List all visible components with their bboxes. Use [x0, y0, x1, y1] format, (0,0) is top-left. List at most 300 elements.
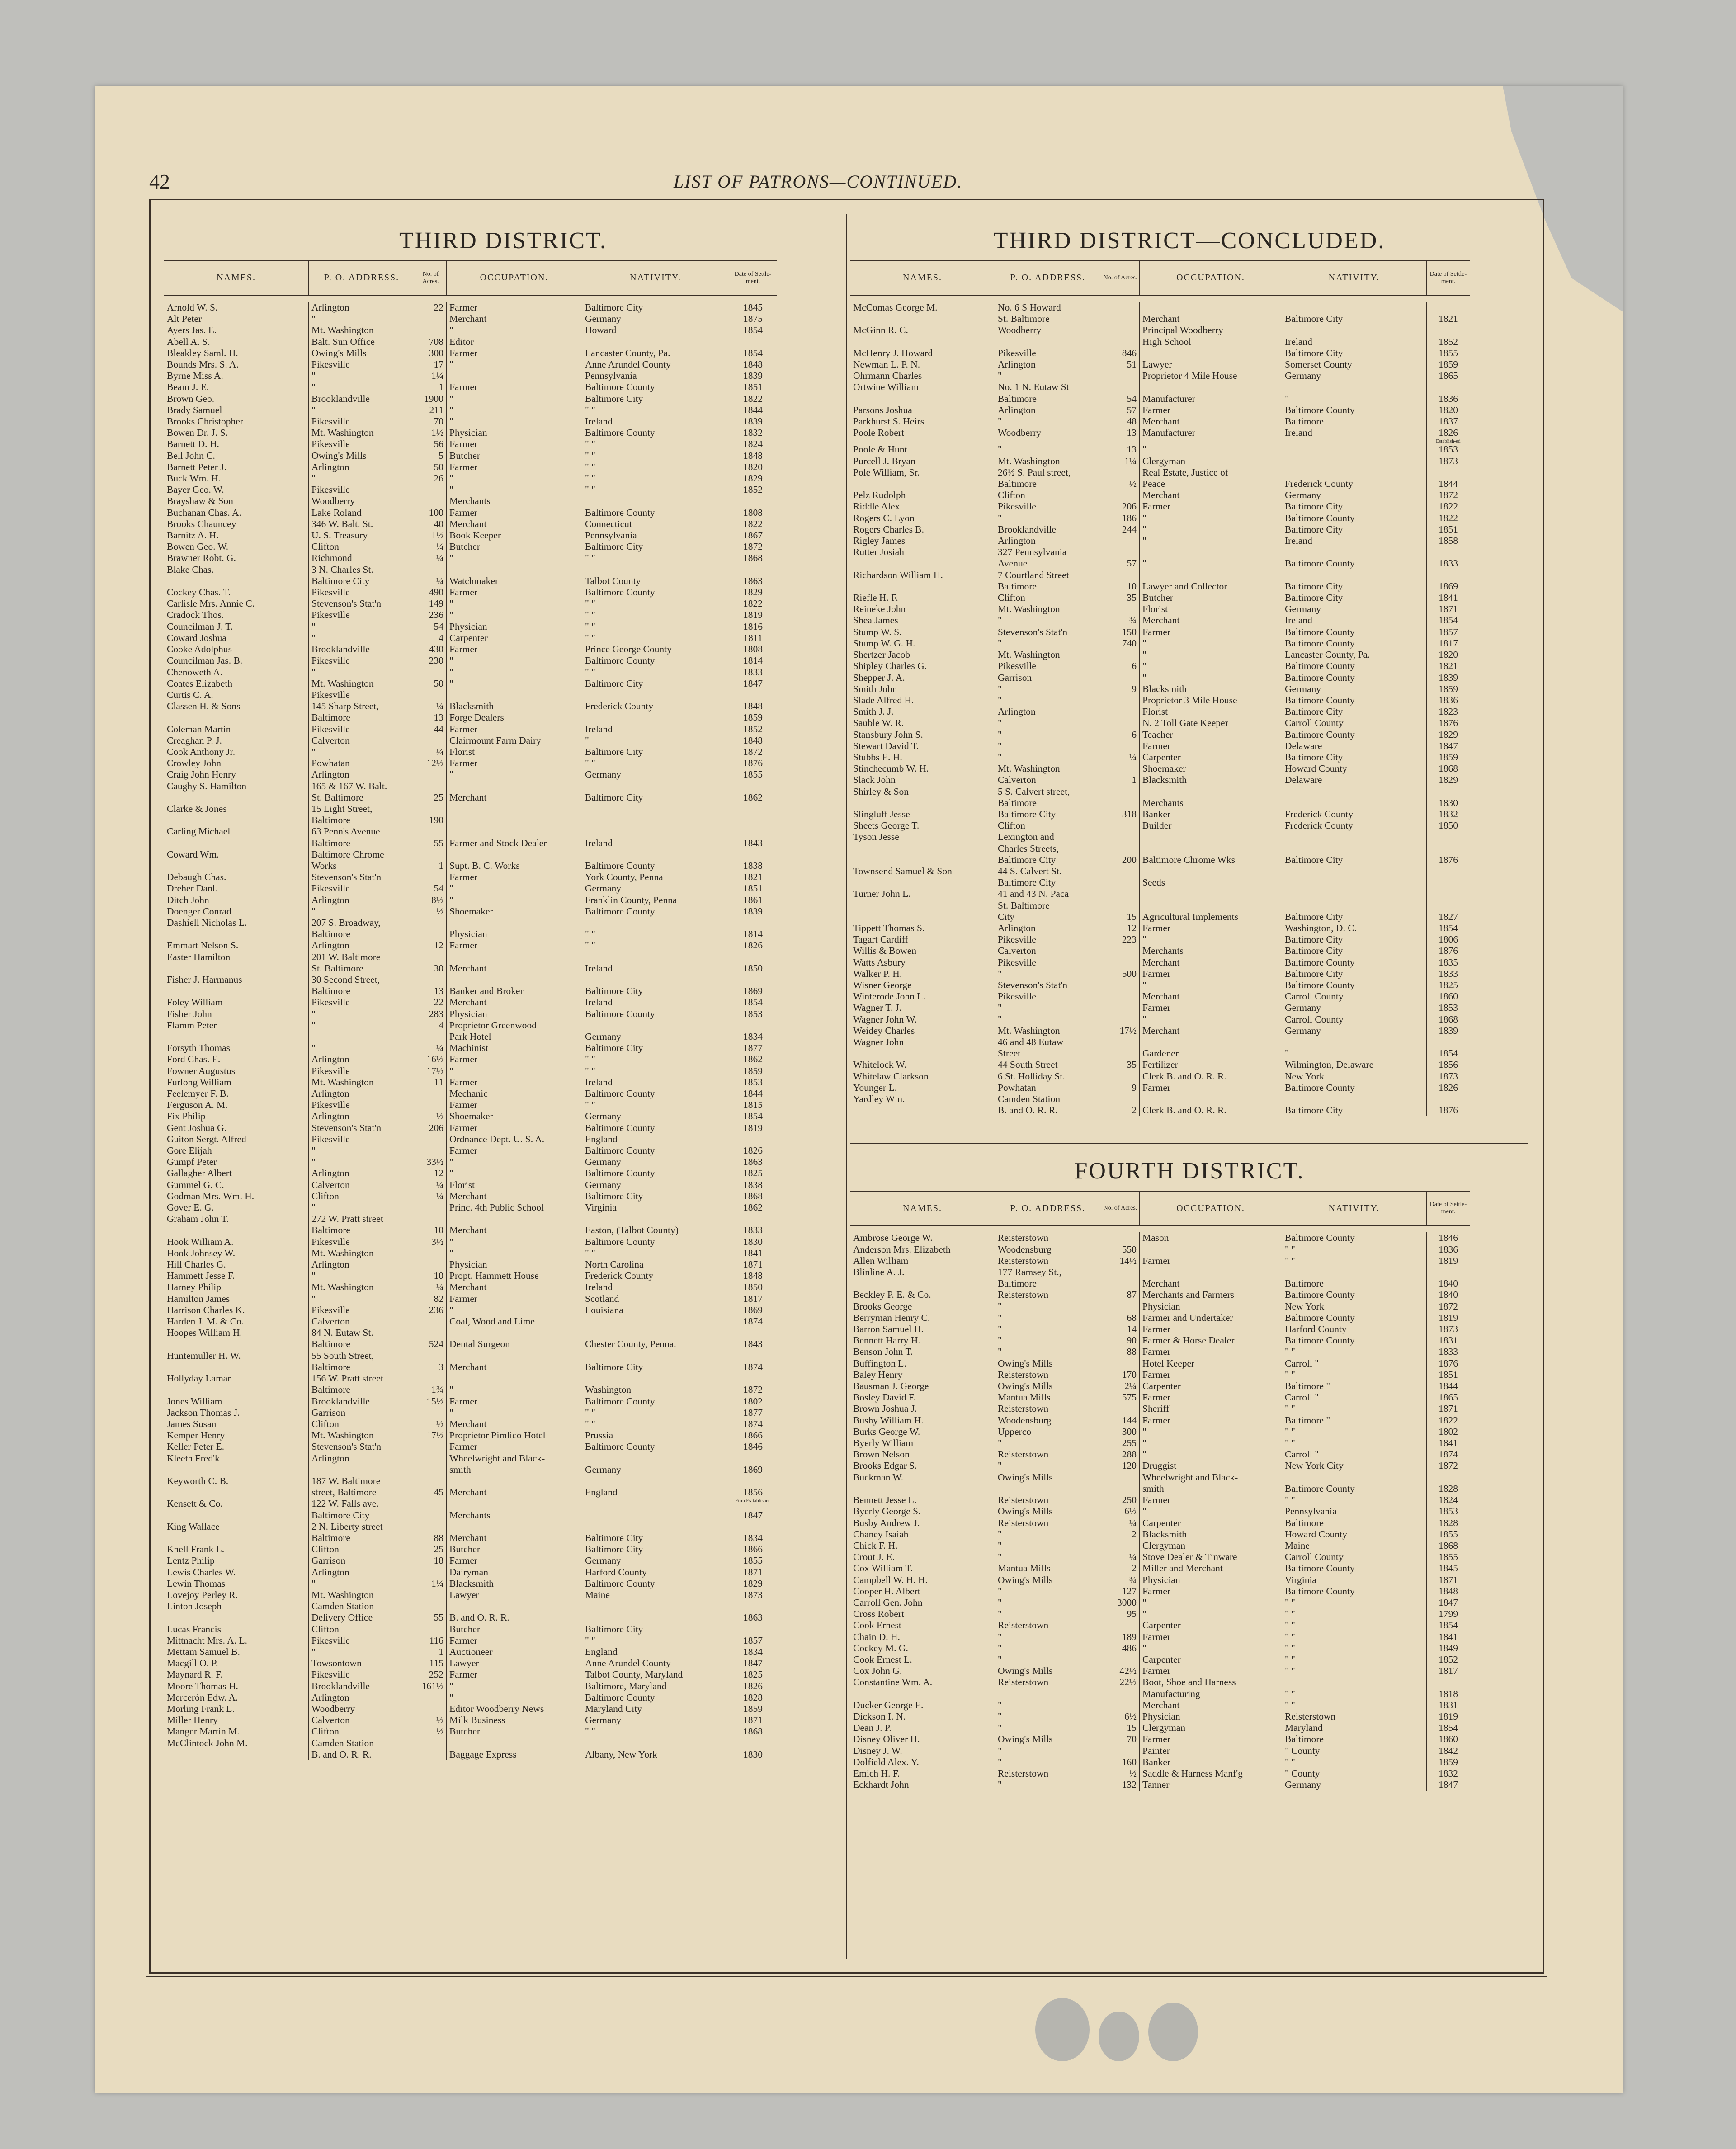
nativity-cell: " ": [582, 632, 729, 644]
name-cell: [850, 438, 995, 444]
address-cell: Arlington: [309, 1054, 415, 1065]
acres-cell: 144: [1101, 1415, 1140, 1426]
name-cell: Gallagher Albert: [164, 1168, 309, 1179]
name-cell: Cradock Thos.: [164, 609, 309, 621]
address-cell: 63 Penn's Avenue: [309, 826, 415, 837]
acres-cell: [415, 1567, 447, 1578]
address-cell: Pikesville: [309, 1099, 415, 1111]
address-cell: ": [995, 1346, 1101, 1357]
name-cell: Dashiell Nicholas L.: [164, 917, 309, 928]
address-cell: Clifton: [995, 820, 1101, 831]
settlement-date-cell: 1816: [743, 621, 763, 632]
address-cell: Brooklandville: [309, 393, 415, 405]
occupation-cell: ": [447, 667, 582, 678]
nativity-cell: Anne Arundel County: [582, 1658, 729, 1669]
column-header: No. of Acres.: [1101, 1191, 1140, 1226]
occupation-cell: ": [1140, 934, 1282, 945]
acres-cell: 11: [415, 1077, 447, 1088]
settlement-date-cell: 1869: [743, 985, 763, 997]
address-cell: Stevenson's Stat'n: [309, 598, 415, 609]
acres-cell: [415, 689, 447, 701]
acres-cell: [1101, 843, 1140, 854]
settlement-date-cell: [729, 1601, 777, 1612]
acres-cell: 6½: [1101, 1506, 1140, 1517]
name-cell: Brawner Robt. G.: [164, 552, 309, 564]
occupation-cell: Farmer: [1140, 405, 1282, 416]
acres-cell: ½: [1101, 478, 1140, 490]
nativity-cell: Baltimore City: [1282, 854, 1427, 866]
acres-cell: 100: [415, 507, 447, 518]
address-cell: Baltimore: [309, 1338, 415, 1350]
name-cell: Cooper H. Albert: [850, 1586, 995, 1597]
settlement-date-cell: 1841: [743, 1247, 763, 1258]
settlement-date-cell: 1854: [743, 347, 763, 358]
acres-cell: 17½: [1101, 1025, 1140, 1037]
settlement-date-cell: 1833: [743, 666, 763, 678]
acres-cell: 12: [415, 1168, 447, 1179]
address-cell: 327 Pennsylvania: [995, 547, 1101, 558]
nativity-cell: [582, 336, 729, 348]
settlement-date-cell: 1814: [743, 655, 763, 666]
acres-cell: [1101, 382, 1140, 393]
address-cell: ": [995, 740, 1101, 752]
occupation-cell: Lawyer: [447, 1589, 582, 1601]
occupation-cell: Lawyer: [447, 1658, 582, 1669]
acres-cell: 10: [1101, 581, 1140, 592]
occupation-cell: ": [447, 405, 582, 416]
name-cell: Gummel G. C.: [164, 1179, 309, 1191]
acres-cell: [1101, 786, 1140, 797]
nativity-cell: Germany: [582, 1031, 729, 1042]
nativity-cell: Baltimore City: [1282, 501, 1427, 512]
address-cell: Mt. Washington: [309, 325, 415, 336]
settlement-date-cell: 1835: [1439, 957, 1458, 968]
occupation-cell: ": [447, 609, 582, 621]
address-cell: Baltimore: [995, 1278, 1101, 1289]
name-cell: Campbell W. H. H.: [850, 1574, 995, 1586]
acres-cell: 288: [1101, 1449, 1140, 1460]
acres-cell: 15: [1101, 1722, 1140, 1734]
occupation-cell: ": [1140, 1608, 1282, 1620]
name-cell: Bowen Dr. J. S.: [164, 427, 309, 438]
name-cell: Maynard R. F.: [164, 1669, 309, 1680]
nativity-cell: Baltimore County: [1282, 1082, 1427, 1093]
name-cell: Feelemyer F. B.: [164, 1088, 309, 1099]
address-cell: Reisterstown: [995, 1369, 1101, 1381]
address-cell: Pikesville: [309, 1134, 415, 1145]
name-cell: Mettam Samuel B.: [164, 1646, 309, 1658]
address-cell: U. S. Treasury: [309, 530, 415, 541]
occupation-cell: Carpenter: [1140, 1517, 1282, 1529]
occupation-cell: ": [1140, 513, 1282, 524]
occupation-cell: Physician: [447, 1009, 582, 1020]
address-cell: Baltimore City: [995, 809, 1101, 820]
acres-cell: 846: [1101, 348, 1140, 359]
address-cell: Pikesville: [995, 660, 1101, 672]
nativity-cell: " ": [582, 1419, 729, 1430]
occupation-cell: Farmer: [1140, 1002, 1282, 1013]
address-cell: Pikesville: [309, 724, 415, 735]
name-cell: [850, 581, 995, 592]
address-cell: Woodensburg: [995, 1244, 1101, 1255]
name-cell: Bosley David F.: [850, 1392, 995, 1403]
acres-cell: [415, 803, 447, 815]
nativity-cell: Baltimore County: [1282, 405, 1427, 416]
nativity-cell: Frederick County: [1282, 809, 1427, 820]
acres-cell: 575: [1101, 1392, 1140, 1403]
occupation-cell: Farmer: [447, 1635, 582, 1646]
occupation-cell: ": [447, 1681, 582, 1692]
nativity-cell: Baltimore County: [1282, 558, 1427, 569]
occupation-cell: Farmer: [1140, 1392, 1282, 1403]
settlement-date-cell: 1851: [743, 382, 763, 393]
name-cell: Harden J. M. & Co.: [164, 1316, 309, 1327]
name-cell: [850, 1048, 995, 1059]
acres-cell: 88: [415, 1532, 447, 1544]
nativity-cell: " ": [582, 1407, 729, 1419]
settlement-date-cell: [729, 974, 777, 985]
name-cell: Hollyday Lamar: [164, 1373, 309, 1384]
nativity-cell: Ireland: [1282, 427, 1427, 438]
address-cell: Arlington: [309, 1567, 415, 1578]
settlement-date-cell: 1871: [743, 1566, 763, 1578]
settlement-date-cell: 1862: [743, 1202, 763, 1213]
name-cell: [164, 1225, 309, 1236]
acres-cell: 252: [415, 1669, 447, 1680]
occupation-cell: [447, 1498, 582, 1509]
nativity-cell: Baltimore ": [1282, 1415, 1427, 1426]
nativity-cell: " ": [1282, 1597, 1427, 1608]
settlement-date-cell: 1819: [743, 609, 763, 621]
name-cell: Jones William: [164, 1396, 309, 1407]
occupation-cell: Tanner: [1140, 1779, 1282, 1791]
name-cell: [850, 911, 995, 923]
nativity-cell: " ": [582, 940, 729, 951]
acres-cell: 50: [415, 462, 447, 473]
address-cell: Reisterstown: [995, 1677, 1101, 1688]
settlement-date-cell: 1848: [743, 450, 763, 461]
acres-cell: 1½: [415, 530, 447, 541]
name-cell: [164, 928, 309, 940]
occupation-cell: Farmer: [447, 1396, 582, 1407]
nativity-cell: " ": [582, 621, 729, 632]
settlement-date-cell: 1820: [1439, 404, 1458, 415]
acres-cell: [1101, 370, 1140, 382]
settlement-date-cell: 1856: [743, 1487, 763, 1498]
name-cell: Barnitz A. H.: [164, 530, 309, 541]
name-cell: Walker P. H.: [850, 968, 995, 980]
nativity-cell: Baltimore City: [1282, 592, 1427, 603]
occupation-cell: Merchant: [1140, 490, 1282, 501]
nativity-cell: Baltimore County: [582, 1168, 729, 1179]
address-cell: ": [995, 638, 1101, 649]
name-cell: Reineke John: [850, 603, 995, 615]
name-cell: Allen William: [850, 1255, 995, 1267]
address-cell: St. Baltimore: [995, 900, 1101, 911]
settlement-date-cell: 1839: [1439, 1025, 1458, 1036]
address-cell: Calverton: [995, 774, 1101, 786]
address-cell: Baltimore: [309, 712, 415, 723]
name-cell: Hill Charles G.: [164, 1259, 309, 1270]
nativity-cell: Ireland: [1282, 535, 1427, 547]
address-cell: Mt. Washington: [309, 427, 415, 438]
settlement-date-cell: 1851: [1439, 1369, 1458, 1380]
settlement-date-cell: 1833: [1439, 1346, 1458, 1357]
acres-cell: [1101, 1014, 1140, 1025]
settlement-date-cell: 1832: [1439, 808, 1458, 820]
settlement-date-cell: 1865: [1439, 370, 1458, 382]
acres-cell: 1: [415, 860, 447, 872]
name-cell: Beckley P. E. & Co.: [850, 1289, 995, 1301]
occupation-cell: Principal Woodberry: [1140, 325, 1282, 336]
acres-cell: [1101, 1745, 1140, 1757]
name-cell: [850, 558, 995, 569]
occupation-cell: ": [447, 359, 582, 370]
address-cell: Arlington: [309, 1088, 415, 1099]
name-cell: Ditch John: [164, 895, 309, 906]
patron-table: [850, 1191, 1528, 1791]
settlement-date-cell: 1872: [743, 1384, 763, 1395]
acres-cell: [415, 1145, 447, 1156]
settlement-date-cell: 1823: [1439, 706, 1458, 717]
nativity-cell: " ": [582, 1248, 729, 1259]
nativity-cell: [582, 1213, 729, 1225]
occupation-cell: Farmer: [1140, 1415, 1282, 1426]
occupation-cell: [1140, 888, 1282, 900]
name-cell: Brown Joshua J.: [850, 1403, 995, 1414]
address-cell: Owing's Mills: [309, 450, 415, 462]
address-cell: Owing's Mills: [995, 1574, 1101, 1586]
address-cell: ": [309, 667, 415, 678]
acres-cell: 6: [1101, 729, 1140, 740]
occupation-cell: Farmer: [447, 644, 582, 655]
settlement-date-cell: 1871: [1439, 1403, 1458, 1414]
occupation-cell: Farmer: [447, 1669, 582, 1680]
settlement-date-cell: 1854: [1439, 1620, 1458, 1631]
acres-cell: [415, 1327, 447, 1338]
acres-cell: 6½: [1101, 1711, 1140, 1722]
occupation-cell: Farmer: [447, 1555, 582, 1566]
acres-cell: 500: [1101, 968, 1140, 980]
acres-cell: ½: [415, 906, 447, 917]
settlement-date-cell: 1854: [1439, 922, 1458, 933]
occupation-cell: [447, 849, 582, 860]
nativity-cell: Baltimore County: [1282, 638, 1427, 649]
settlement-date-cell: [729, 1475, 777, 1487]
settlement-date-cell: 1833: [1439, 968, 1458, 979]
nativity-cell: Albany, New York: [582, 1749, 729, 1760]
settlement-date-cell: 1825: [743, 1168, 763, 1179]
settlement-date-cell: 1836: [1439, 393, 1458, 404]
settlement-date-cell: 1869: [743, 1464, 763, 1475]
address-cell: Balt. Sun Office: [309, 336, 415, 348]
settlement-date-cell: 1818: [1439, 1688, 1458, 1699]
acres-cell: [1101, 877, 1140, 888]
settlement-date-cell: 1843: [743, 1338, 763, 1350]
settlement-date-cell: [729, 1134, 777, 1145]
name-cell: Fowner Augustus: [164, 1065, 309, 1077]
name-cell: Hoopes William H.: [164, 1327, 309, 1338]
occupation-cell: Merchants and Farmers: [1140, 1289, 1282, 1301]
occupation-cell: ": [447, 484, 582, 495]
name-cell: Brooks Chauncey: [164, 518, 309, 530]
name-cell: Chain D. H.: [850, 1631, 995, 1643]
settlement-date-cell: 1847: [1439, 1779, 1458, 1791]
address-cell: ": [995, 1643, 1101, 1654]
address-cell: Stevenson's Stat'n: [995, 980, 1101, 991]
occupation-cell: Farmer: [1140, 1665, 1282, 1677]
occupation-cell: ": [1140, 558, 1282, 569]
acres-cell: 57: [1101, 558, 1140, 569]
occupation-cell: ": [447, 1236, 582, 1248]
settlement-date-cell: 1844: [1439, 1381, 1458, 1392]
nativity-cell: Washington, D. C.: [1282, 923, 1427, 934]
occupation-cell: Boot, Shoe and Harness: [1140, 1677, 1282, 1688]
address-cell: ": [309, 1009, 415, 1020]
nativity-cell: " ": [582, 1099, 729, 1111]
nativity-cell: Baltimore County: [582, 1088, 729, 1099]
name-cell: Beam J. E.: [164, 382, 309, 393]
address-cell: ": [995, 1700, 1101, 1711]
settlement-date-cell: 1873: [1439, 1070, 1458, 1082]
name-cell: [850, 797, 995, 809]
nativity-cell: " ": [1282, 1437, 1427, 1449]
name-cell: Carlisle Mrs. Annie C.: [164, 598, 309, 609]
occupation-cell: Physician: [1140, 1301, 1282, 1312]
occupation-cell: Merchants: [447, 495, 582, 507]
nativity-cell: [1282, 570, 1427, 581]
nativity-cell: Baltimore County: [1282, 729, 1427, 740]
occupation-cell: Merchant: [1140, 1025, 1282, 1037]
name-cell: [164, 963, 309, 974]
settlement-date-cell: 1833: [743, 1225, 763, 1236]
nativity-cell: [1282, 877, 1427, 888]
acres-cell: 160: [1101, 1757, 1140, 1768]
settlement-date-cell: 1831: [1439, 1699, 1458, 1711]
acres-cell: [1101, 438, 1140, 444]
settlement-date-cell: 1877: [743, 1407, 763, 1418]
address-cell: [995, 336, 1101, 348]
nativity-cell: Baltimore City: [1282, 945, 1427, 957]
acres-cell: 33½: [415, 1156, 447, 1168]
acres-cell: 236: [415, 609, 447, 621]
nativity-cell: Germany: [582, 769, 729, 780]
settlement-date-cell: 1869: [1439, 580, 1458, 592]
occupation-cell: [447, 826, 582, 837]
occupation-cell: [447, 974, 582, 985]
settlement-date-cell: 1819: [743, 1122, 763, 1133]
occupation-cell: ": [1140, 649, 1282, 660]
occupation-cell: Druggist: [1140, 1460, 1282, 1471]
nativity-cell: Ireland: [582, 997, 729, 1008]
occupation-cell: [1140, 382, 1282, 393]
nativity-cell: Baltimore County: [582, 587, 729, 598]
column-header: NATIVITY.: [1282, 260, 1427, 296]
occupation-cell: Farmer: [1140, 740, 1282, 752]
acres-cell: [415, 974, 447, 985]
name-cell: Lewin Thomas: [164, 1578, 309, 1589]
nativity-cell: Baltimore County: [582, 655, 729, 666]
nativity-cell: " ": [1282, 1643, 1427, 1654]
settlement-date-cell: 1828: [1439, 1483, 1458, 1494]
acres-cell: [415, 781, 447, 792]
name-cell: Cook Ernest L.: [850, 1654, 995, 1665]
name-cell: Disney Oliver H.: [850, 1734, 995, 1745]
occupation-cell: Stove Dealer & Tinware: [1140, 1551, 1282, 1563]
occupation-cell: Farmer: [1140, 1346, 1282, 1357]
header-spacer: [164, 296, 777, 302]
acres-cell: [415, 1475, 447, 1487]
settlement-date-cell: 1821: [743, 872, 763, 883]
acres-cell: ¾: [1101, 1574, 1140, 1586]
acres-cell: [1101, 535, 1140, 547]
column-header: Date of Settle-ment.: [729, 260, 777, 296]
acres-cell: ¼: [415, 541, 447, 552]
address-cell: ": [995, 1597, 1101, 1608]
occupation-cell: Seeds: [1140, 877, 1282, 888]
occupation-cell: Merchant: [1140, 313, 1282, 325]
settlement-date-cell: 1799: [1439, 1608, 1458, 1620]
address-cell: 201 W. Baltimore: [309, 952, 415, 963]
occupation-cell: ": [1140, 444, 1282, 455]
occupation-cell: smith: [447, 1464, 582, 1475]
address-cell: 44 South Street: [995, 1059, 1101, 1070]
acres-cell: 189: [1101, 1631, 1140, 1643]
address-cell: ": [995, 717, 1101, 729]
acres-cell: 283: [415, 1009, 447, 1020]
nativity-cell: " ": [582, 484, 729, 495]
name-cell: [164, 860, 309, 872]
address-cell: 165 & 167 W. Balt.: [309, 781, 415, 792]
occupation-cell: [1140, 1037, 1282, 1048]
occupation-cell: Blacksmith: [1140, 1529, 1282, 1540]
settlement-date-cell: 1802: [743, 1395, 763, 1407]
settlement-date-cell: 1820: [743, 461, 763, 472]
settlement-date-cell: 1841: [1439, 592, 1458, 603]
name-cell: [164, 792, 309, 803]
nativity-cell: Baltimore City: [1282, 1105, 1427, 1116]
nativity-cell: [1282, 866, 1427, 877]
settlement-date-cell: 1876: [1439, 717, 1458, 729]
nativity-cell: York County, Penna: [582, 872, 729, 883]
acres-cell: 4: [415, 632, 447, 644]
occupation-cell: Mason: [1140, 1232, 1282, 1244]
occupation-cell: ": [447, 1407, 582, 1419]
occupation-cell: [447, 952, 582, 963]
nativity-cell: ": [1282, 1048, 1427, 1059]
nativity-cell: [582, 1350, 729, 1362]
acres-cell: 54: [1101, 393, 1140, 405]
acres-cell: 2: [1101, 1563, 1140, 1574]
settlement-date-cell: 1863: [743, 1612, 763, 1623]
settlement-date-cell: 1841: [1439, 1631, 1458, 1642]
settlement-date-cell: [729, 564, 777, 575]
acres-cell: 2: [1101, 1105, 1140, 1116]
address-cell: Brooklandville: [309, 1681, 415, 1692]
settlement-date-cell: 1829: [743, 587, 763, 598]
settlement-date-cell: 1862: [743, 1054, 763, 1065]
nativity-cell: Baltimore City: [582, 541, 729, 552]
acres-cell: ¼: [1101, 752, 1140, 763]
settlement-date-cell: 1853: [743, 1008, 763, 1019]
nativity-cell: " ": [1282, 1426, 1427, 1437]
address-cell: Mt. Washington: [309, 678, 415, 689]
name-cell: Parkhurst S. Heirs: [850, 416, 995, 427]
occupation-cell: Farmer: [447, 462, 582, 473]
nativity-cell: Ireland: [582, 1282, 729, 1293]
settlement-date-cell: 1808: [743, 507, 763, 518]
nativity-cell: " ": [582, 928, 729, 940]
